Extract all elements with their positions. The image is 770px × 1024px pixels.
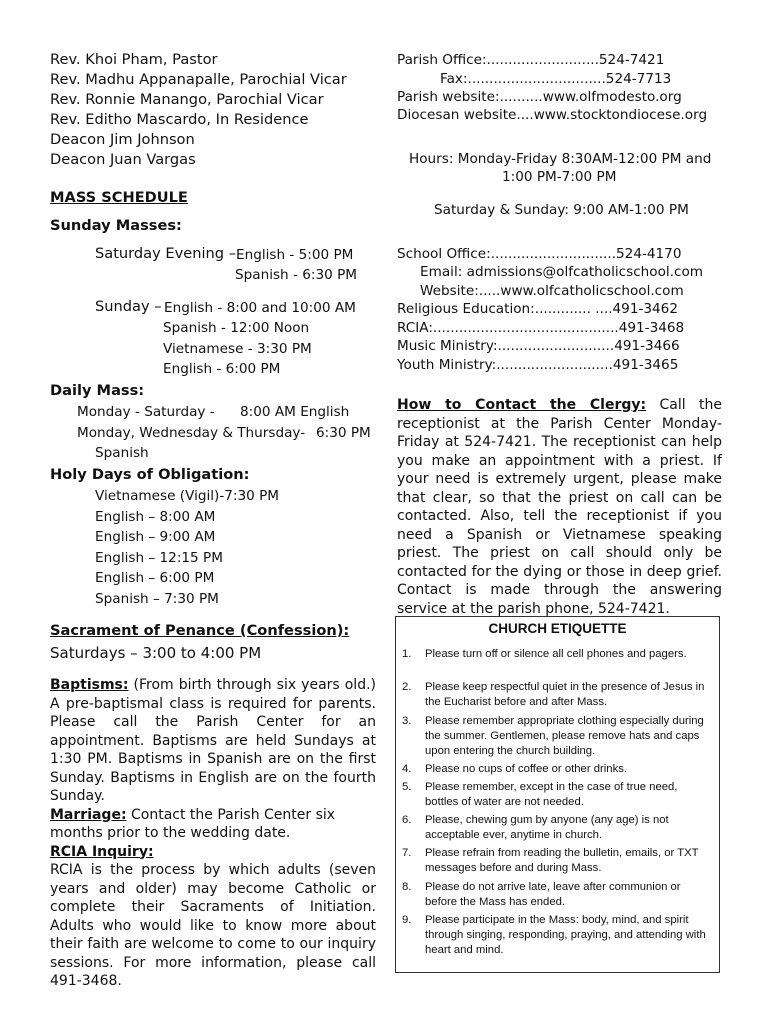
- clergy-contact-heading: How to Contact the Clergy:: [397, 397, 647, 413]
- holy-day-mass: Vietnamese (Vigil)-7:30 PM: [95, 488, 280, 504]
- saturday-evening-english: English - 5:00 PM: [236, 247, 354, 263]
- etiquette-number: 7.: [402, 847, 412, 859]
- school-email-line: Email: admissions@olfcatholicschool.com: [420, 264, 704, 280]
- etiquette-text: Please remember appropriate clothing especially during the summer. Gentlemen, please remove hats and caps upon entering the church building.: [425, 715, 704, 757]
- sunday-mass-line: Spanish - 12:00 Noon: [163, 320, 310, 336]
- etiquette-number: 9.: [402, 914, 412, 926]
- church-etiquette-title: CHURCH ETIQUETTE: [488, 621, 627, 636]
- daily-mass-language: Spanish: [95, 445, 149, 461]
- sunday-masses-heading: Sunday Masses:: [50, 217, 182, 234]
- fax-line: Fax:................................524-7713: [440, 71, 672, 87]
- daily-mass-heading: Daily Mass:: [50, 382, 145, 399]
- office-hours-line: Hours: Monday-Friday 8:30AM-12:00 PM and: [409, 151, 712, 167]
- etiquette-text: Please do not arrive late, leave after communion or before the Mass has ended.: [425, 881, 681, 908]
- sunday-label: Sunday –: [95, 298, 162, 315]
- etiquette-text: Please participate in the Mass: body, mind, and spirit through singing, responding, praying, and attending with heart and mind.: [425, 914, 706, 956]
- etiquette-text: Please refrain from reading the bulletin, emails, or TXT messages before and during Mass.: [425, 847, 699, 874]
- holy-day-mass: English – 12:15 PM: [95, 550, 223, 566]
- daily-mass-label: Monday, Wednesday & Thursday-: [77, 425, 306, 441]
- holy-day-mass: English – 9:00 AM: [95, 529, 216, 545]
- etiquette-number: 2.: [402, 681, 412, 693]
- baptisms-text: (From birth through six years old.) A pre-baptismal class is required for parents. Please call the Parish Center for an appointment. Baptisms are held Sundays at 1:30 PM. Baptisms in Spanish are on the first Sunday. Baptisms in English are on the fourth Sunday.: [50, 677, 376, 804]
- clergy-contact-text: Call the receptionist at the Parish Center Monday-Friday at 524-7421. The receptionist can help you make an appointment with a priest. If your need is extremely urgent, please make that clear, so that the priest on call can be contacted. Also, tell the receptionist if you need a Spanish or Vietnamese speaking priest. The priest on call should only be contacted for the dying or those in deep grief. Contact is made through the answering service at the parish phone, 524-7421.: [397, 397, 722, 617]
- sunday-mass-line: English - 8:00 and 10:00 AM: [164, 300, 356, 316]
- clergy-line: Deacon Juan Vargas: [50, 151, 196, 168]
- etiquette-text: Please keep respectful quiet in the presence of Jesus in the Eucharist before and after Mass.: [425, 681, 705, 708]
- clergy-line: Rev. Khoi Pham, Pastor: [50, 51, 218, 68]
- daily-mass-time: 8:00 AM English: [240, 404, 350, 420]
- marriage-text: Contact the Parish Center six months prior to the wedding date.: [50, 806, 336, 841]
- diocesan-website-line: Diocesan website....www.stocktondiocese.org: [397, 107, 708, 123]
- office-hours-line: 1:00 PM-7:00 PM: [502, 169, 617, 185]
- youth-ministry-line: Youth Ministry:...........................491-3465: [397, 357, 679, 373]
- etiquette-number: 5.: [402, 781, 412, 793]
- religious-education-line: Religious Education:............. ....491-3462: [397, 301, 678, 317]
- weekend-hours-line: Saturday & Sunday: 9:00 AM-1:00 PM: [434, 202, 689, 218]
- rcia-phone-line: RCIA:...........................................491-3468: [397, 320, 685, 336]
- parish-office-line: Parish Office:..........................524-7421: [397, 52, 665, 68]
- marriage-heading: Marriage:: [50, 806, 127, 823]
- parish-website-line: Parish website:..........www.olfmodesto.org: [397, 89, 682, 105]
- holy-days-heading: Holy Days of Obligation:: [50, 466, 250, 483]
- etiquette-number: 1.: [402, 648, 412, 660]
- sunday-mass-line: English - 6:00 PM: [163, 361, 281, 377]
- saturday-evening-spanish: Spanish - 6:30 PM: [235, 267, 357, 283]
- etiquette-number: 6.: [402, 814, 412, 826]
- clergy-line: Rev. Ronnie Manango, Parochial Vicar: [50, 91, 324, 108]
- baptisms-section: [50, 676, 376, 991]
- etiquette-number: 3.: [402, 715, 412, 727]
- daily-mass-label: Monday - Saturday -: [77, 404, 215, 420]
- school-website-line: Website:.....www.olfcatholicschool.com: [420, 283, 684, 299]
- clergy-line: Deacon Jim Johnson: [50, 131, 195, 148]
- mass-schedule-heading: MASS SCHEDULE: [50, 189, 188, 206]
- daily-mass-time: 6:30 PM: [316, 425, 371, 441]
- etiquette-number: 8.: [402, 881, 412, 893]
- etiquette-number: 4.: [402, 763, 412, 775]
- penance-time: Saturdays – 3:00 to 4:00 PM: [50, 644, 262, 662]
- etiquette-text: Please turn off or silence all cell phones and pagers.: [425, 648, 687, 660]
- holy-day-mass: Spanish – 7:30 PM: [95, 591, 219, 607]
- holy-day-mass: English – 8:00 AM: [95, 509, 216, 525]
- saturday-evening-label: Saturday Evening –: [95, 245, 236, 262]
- etiquette-text: Please, chewing gum by anyone (any age) is not acceptable ever, anytime in church.: [425, 814, 669, 841]
- school-office-line: School Office:.............................524-4170: [397, 246, 682, 262]
- baptisms-heading: Baptisms:: [50, 677, 129, 693]
- clergy-line: Rev. Editho Mascardo, In Residence: [50, 111, 309, 128]
- rcia-heading: RCIA Inquiry:: [50, 843, 154, 860]
- clergy-contact-section: [397, 396, 722, 618]
- church-etiquette-box: [395, 616, 720, 973]
- clergy-line: Rev. Madhu Appanapalle, Parochial Vicar: [50, 71, 347, 88]
- etiquette-text: Please no cups of coffee or other drinks.: [425, 763, 627, 775]
- sunday-mass-line: Vietnamese - 3:30 PM: [163, 341, 312, 357]
- holy-day-mass: English – 6:00 PM: [95, 570, 215, 586]
- penance-heading: Sacrament of Penance (Confession):: [50, 622, 350, 639]
- music-ministry-line: Music Ministry:...........................491-3466: [397, 338, 680, 354]
- rcia-text: RCIA is the process by which adults (seven years and older) may become Catholic or complete their Sacraments of Initiation. Adults who would like to know more about their faith are welcome to come to our inquiry sessions. For more information, please call 491-3468.: [50, 862, 376, 989]
- etiquette-text: Please remember, except in the case of true need, bottles of water are not needed.: [425, 781, 678, 808]
